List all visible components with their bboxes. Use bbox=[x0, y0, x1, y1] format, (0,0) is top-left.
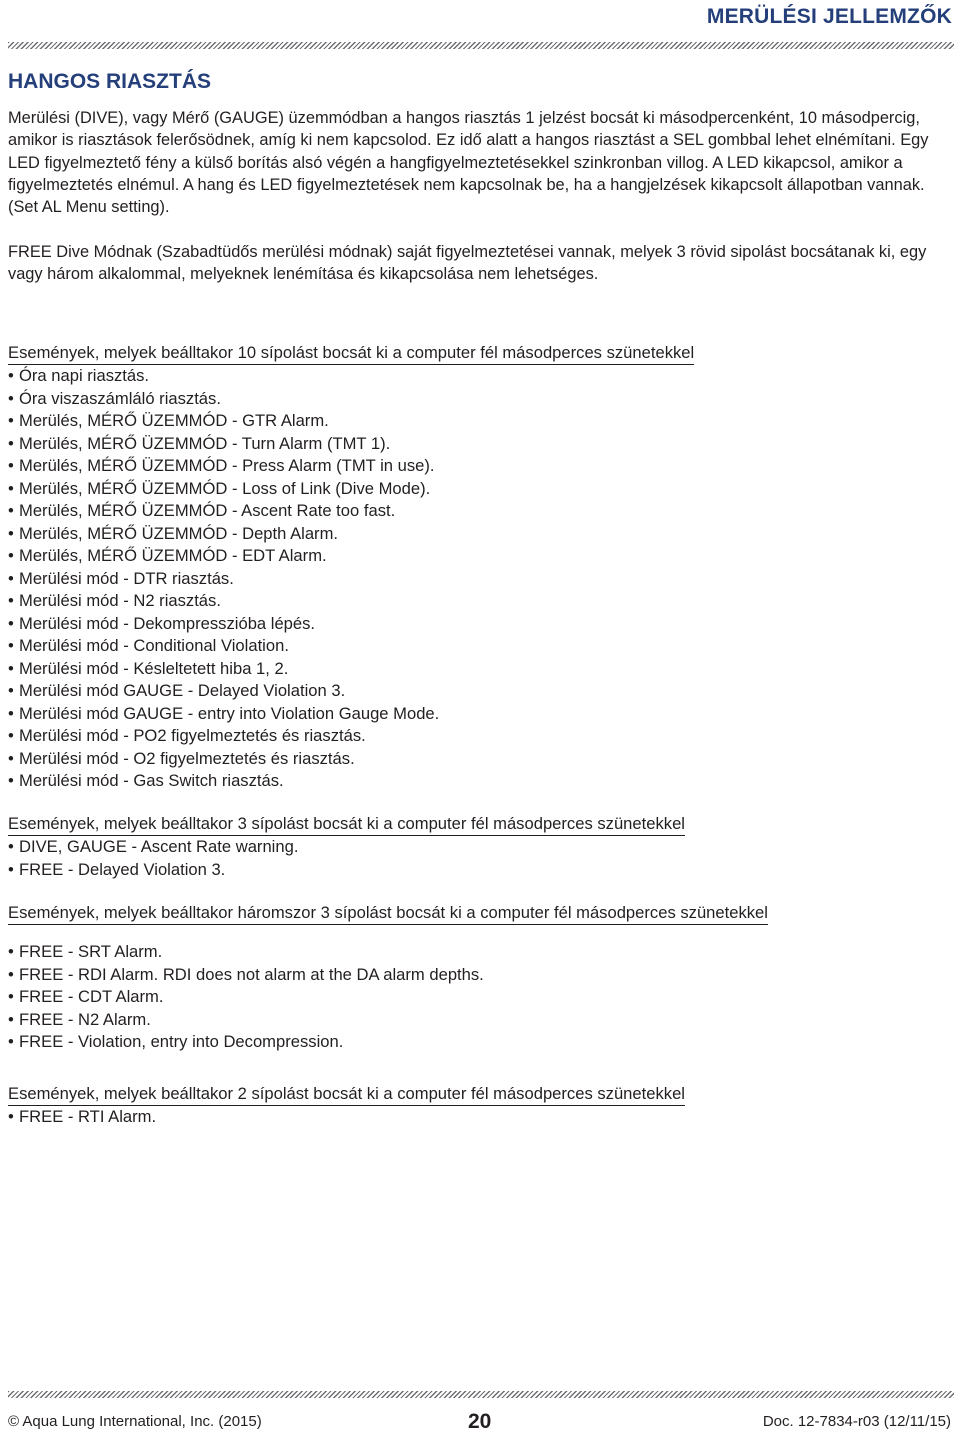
bullet-icon: • bbox=[8, 771, 14, 790]
bullet-icon: • bbox=[8, 411, 14, 430]
bullet-icon: • bbox=[8, 456, 14, 475]
bullet-icon: • bbox=[8, 703, 14, 723]
list-item: • FREE - Delayed Violation 3. bbox=[8, 859, 953, 882]
list-item: • Óra napi riasztás. bbox=[8, 365, 953, 388]
paragraph-text: Merülési (DIVE), vagy Mérő (GAUGE) üzemmódban a hangos riasztás 1 jelzést bocsát ki másodpercenként, 10 másodpercig, amikor is riasztások felerősödnek, amíg ki nem kapcsolod. Ez idő alatt a hangos riasztást a SEL gombbal lehet elnémítani. Egy LED figyelmeztető fény a külső borítás alsó végén a hangfigyelmeztetésekkel szinkronban villog. A LED kikapcsol, amikor a figyelmeztetés elnémul. A hang és LED figyelmeztetések nem kapcsolnak be, ha a hangjelzések kikapcsolt állapotban vannak. (Set AL Menu setting). bbox=[8, 109, 929, 217]
event-group-2-beeps bbox=[8, 1084, 953, 1129]
bullet-icon: • bbox=[8, 501, 14, 520]
list-item: • FREE - N2 Alarm. bbox=[8, 1009, 953, 1032]
event-group-heading: Események, melyek beálltakor háromszor 3 sípolást bocsát ki a computer fél másodperces szünetekkel bbox=[8, 903, 768, 925]
footer-hatch-rule bbox=[8, 1391, 954, 1398]
bullet-icon: • bbox=[8, 568, 14, 588]
list-item: • Merülés, MÉRŐ ÜZEMMÓD - Depth Alarm. bbox=[8, 523, 953, 546]
list-item: • Merülés, MÉRŐ ÜZEMMÓD - EDT Alarm. bbox=[8, 545, 953, 568]
intro-paragraph-1 bbox=[8, 107, 953, 218]
list-item: • Merülési mód - Gas Switch riasztás. bbox=[8, 770, 953, 793]
footer-doc-ref: Doc. 12-7834-r03 (12/11/15) bbox=[762, 1413, 951, 1430]
paragraph-text: FREE Dive Módnak (Szabadtüdős merülési módnak) saját figyelmeztetései vannak, melyek 3 rövid sipolást bocsátanak ki, egy vagy három alkalommal, melyeknek lenémítása és kikapcsolása nem lehetséges. bbox=[8, 243, 927, 284]
event-group-10-beeps bbox=[8, 343, 953, 793]
list-item: • Merülési mód - DTR riasztás. bbox=[8, 568, 953, 591]
bullet-icon: • bbox=[8, 987, 14, 1006]
list-item: • Merülési mód - PO2 figyelmeztetés és riasztás. bbox=[8, 725, 953, 748]
footer-copyright: © Aqua Lung International, Inc. (2015) bbox=[8, 1413, 262, 1430]
page-header-title: MERÜLÉSI JELLEMZŐK bbox=[706, 5, 952, 28]
footer-page-number: 20 bbox=[468, 1410, 492, 1433]
list-item: • Merülés, MÉRŐ ÜZEMMÓD - Turn Alarm (TMT 1). bbox=[8, 433, 953, 456]
bullet-icon: • bbox=[8, 1107, 14, 1126]
bullet-icon: • bbox=[8, 942, 14, 961]
list-item: • Merülés, MÉRŐ ÜZEMMÓD - Loss of Link (Dive Mode). bbox=[8, 478, 953, 501]
bullet-icon: • bbox=[8, 748, 14, 768]
bullet-icon: • bbox=[8, 658, 14, 678]
bullet-icon: • bbox=[8, 546, 14, 565]
bullet-icon: • bbox=[8, 1009, 14, 1029]
list-item: • Merülési mód - Conditional Violation. bbox=[8, 635, 953, 658]
bullet-icon: • bbox=[8, 859, 14, 879]
section-title: HANGOS RIASZTÁS bbox=[8, 70, 212, 93]
list-item: • Merülési mód - O2 figyelmeztetés és riasztás. bbox=[8, 748, 953, 771]
list-item: • Merülés, MÉRŐ ÜZEMMÓD - Press Alarm (TMT in use). bbox=[8, 455, 953, 478]
list-item: • Merülési mód GAUGE - entry into Violation Gauge Mode. bbox=[8, 703, 953, 726]
bullet-icon: • bbox=[8, 726, 14, 745]
bullet-icon: • bbox=[8, 1032, 14, 1051]
bullet-icon: • bbox=[8, 366, 14, 385]
list-item: • FREE - SRT Alarm. bbox=[8, 941, 953, 964]
bullet-icon: • bbox=[8, 523, 14, 543]
list-item: • Merülési mód - N2 riasztás. bbox=[8, 590, 953, 613]
bullet-icon: • bbox=[8, 613, 14, 633]
event-group-3x3-beeps bbox=[8, 903, 953, 1054]
header-hatch-rule bbox=[8, 42, 954, 49]
list-item: • Merülés, MÉRŐ ÜZEMMÓD - GTR Alarm. bbox=[8, 410, 953, 433]
bullet-icon: • bbox=[8, 636, 14, 655]
bullet-icon: • bbox=[8, 388, 14, 408]
bullet-icon: • bbox=[8, 837, 14, 856]
event-group-heading: Események, melyek beálltakor 2 sípolást bocsát ki a computer fél másodperces szünetekkel bbox=[8, 1084, 685, 1106]
bullet-icon: • bbox=[8, 433, 14, 453]
bullet-icon: • bbox=[8, 681, 14, 700]
list-item: • FREE - RTI Alarm. bbox=[8, 1106, 953, 1129]
list-item: • FREE - CDT Alarm. bbox=[8, 986, 953, 1009]
bullet-icon: • bbox=[8, 478, 14, 498]
event-group-heading: Események, melyek beálltakor 3 sípolást bocsát ki a computer fél másodperces szünetekkel bbox=[8, 814, 685, 836]
event-list bbox=[8, 365, 953, 793]
event-list bbox=[8, 836, 953, 881]
list-item: • FREE - RDI Alarm. RDI does not alarm at the DA alarm depths. bbox=[8, 964, 953, 987]
event-list bbox=[8, 1106, 953, 1129]
list-item: • Merülési mód - Késleltetett hiba 1, 2. bbox=[8, 658, 953, 681]
list-item: • Merülési mód - Dekompresszióba lépés. bbox=[8, 613, 953, 636]
list-item: • Merülési mód GAUGE - Delayed Violation 3. bbox=[8, 680, 953, 703]
list-item: • Óra viszaszámláló riasztás. bbox=[8, 388, 953, 411]
list-item: • FREE - Violation, entry into Decompression. bbox=[8, 1031, 953, 1054]
event-group-3-beeps bbox=[8, 814, 953, 881]
event-list bbox=[8, 941, 953, 1054]
list-item: • DIVE, GAUGE - Ascent Rate warning. bbox=[8, 836, 953, 859]
event-group-heading: Események, melyek beálltakor 10 sípolást bocsát ki a computer fél másodperces szünetekkel bbox=[8, 343, 694, 365]
bullet-icon: • bbox=[8, 591, 14, 610]
intro-paragraph-2 bbox=[8, 241, 953, 286]
bullet-icon: • bbox=[8, 964, 14, 984]
list-item: • Merülés, MÉRŐ ÜZEMMÓD - Ascent Rate too fast. bbox=[8, 500, 953, 523]
